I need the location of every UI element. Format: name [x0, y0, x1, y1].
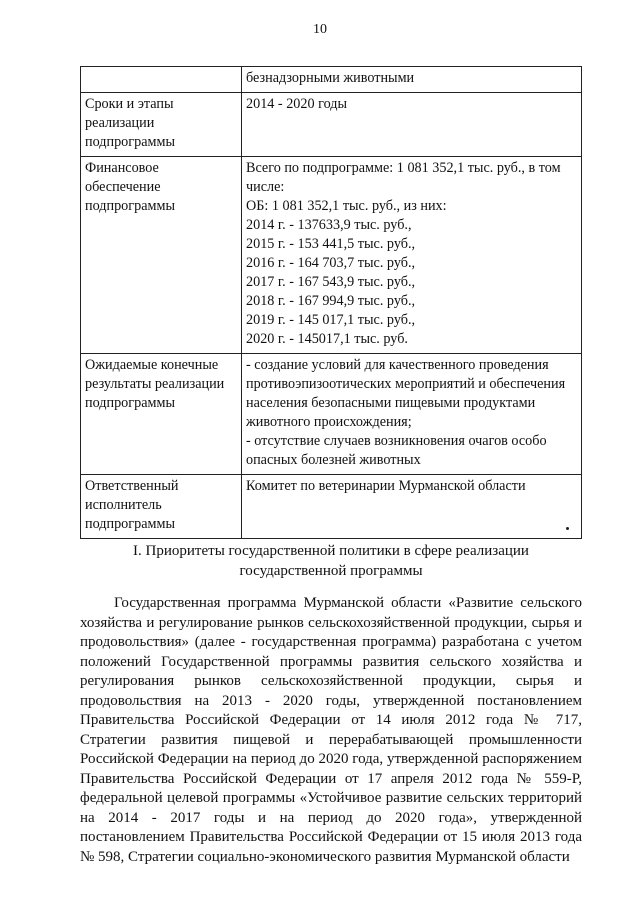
- value-line: 2016 г. - 164 703,7 тыс. руб.,: [246, 255, 416, 271]
- value-line: - создание условий для качественного проведения противоэпизоотических мероприятий и обеспечения населения безопасными пищевыми продуктами животного происхождения;: [246, 357, 566, 430]
- body-line: № 598, Стратегии социально-экономического развития Мурманской области: [80, 848, 570, 865]
- body-line: учетом положений Государственной программы развития сельского: [80, 634, 582, 670]
- table-row-expected-results: [81, 354, 582, 475]
- row-value: [242, 157, 582, 354]
- table-row-timeline: [81, 93, 582, 157]
- value-line: безнадзорными животными: [246, 70, 415, 86]
- body-line: хозяйства и регулирования рынков сельскохозяйственной продукции, сырья: [80, 653, 582, 689]
- body-line: и продовольствия» (далее - государственная программа) разработана с: [80, 614, 582, 650]
- table-row-responsible-executor: [81, 475, 582, 539]
- value-line: - отсутствие случаев возникновения очагов особо опасных болезней животных: [246, 433, 547, 468]
- body-line: № 559-Р, федеральной целевой программы «Устойчивое развитие сельских: [80, 770, 583, 806]
- row-value: [242, 475, 582, 539]
- value-line: ОБ: 1 081 352,1 тыс. руб., из них:: [246, 198, 447, 214]
- value-line: 2019 г. - 145 017,1 тыс. руб.,: [246, 312, 416, 328]
- body-line: и продовольствия на 2013 - 2020 годы, утвержденной постановлением: [80, 673, 583, 709]
- table-row-target-groups: [81, 67, 582, 93]
- value-line: 2018 г. - 167 994,9 тыс. руб.,: [246, 293, 416, 309]
- row-label: [81, 67, 242, 93]
- value-line: 2015 г. - 153 441,5 тыс. руб.,: [246, 236, 416, 252]
- section-heading: [80, 541, 582, 581]
- body-line: постановлением Правительства Российской Федерации от 15 июля 2013 года: [80, 829, 582, 845]
- body-line: Российской Федерации на период до 2020 года, утвержденной: [80, 751, 479, 767]
- value-line: Всего по подпрограмме: 1 081 352,1 тыс. руб., в том числе:: [246, 160, 561, 195]
- row-label: Сроки и этапы реализации подпрограммы: [81, 93, 242, 157]
- row-label: Ответственный исполнитель подпрограммы: [81, 475, 242, 539]
- section-heading-line: I. Приоритеты государственной политики в сфере реализации: [133, 543, 529, 559]
- body-line: Стратегии развития пищевой и перерабатывающей промышленности: [80, 731, 582, 748]
- section-heading-line: государственной программы: [239, 563, 423, 579]
- body-paragraph: [80, 594, 582, 867]
- row-label: Ожидаемые конечные результаты реализации подпрограммы: [81, 354, 242, 475]
- body-line: хозяйства и регулирование рынков сельскохозяйственной продукции, сырья: [80, 614, 570, 631]
- value-line: 2014 - 2020 годы: [246, 96, 348, 112]
- subprogram-passport-table: [80, 66, 582, 539]
- value-line: Комитет по ветеринарии Мурманской области: [246, 478, 526, 494]
- body-line: Правительства Российской Федерации от 14 июля 2012 года № 717,: [80, 712, 582, 728]
- row-value: [242, 67, 582, 93]
- row-value: [242, 354, 582, 475]
- page-number: 10: [313, 22, 327, 37]
- stray-dot: [566, 527, 569, 530]
- value-line: 2017 г. - 167 543,9 тыс. руб.,: [246, 274, 416, 290]
- body-line: распоряжением Правительства Российской Федерации от 17 апреля 2012 года: [80, 751, 583, 787]
- table-row-financing: [81, 157, 582, 354]
- value-line: 2014 г. - 137633,9 тыс. руб.,: [246, 217, 412, 233]
- body-line: Государственная программа Мурманской области «Развитие сельского: [114, 595, 582, 611]
- row-label: Финансовое обеспечение подпрограммы: [81, 157, 242, 354]
- body-line: территорий на 2014 - 2017 годы и на период до 2020 года», утвержденной: [80, 790, 583, 826]
- row-value: [242, 93, 582, 157]
- value-line: 2020 г. - 145017,1 тыс. руб.: [246, 331, 408, 347]
